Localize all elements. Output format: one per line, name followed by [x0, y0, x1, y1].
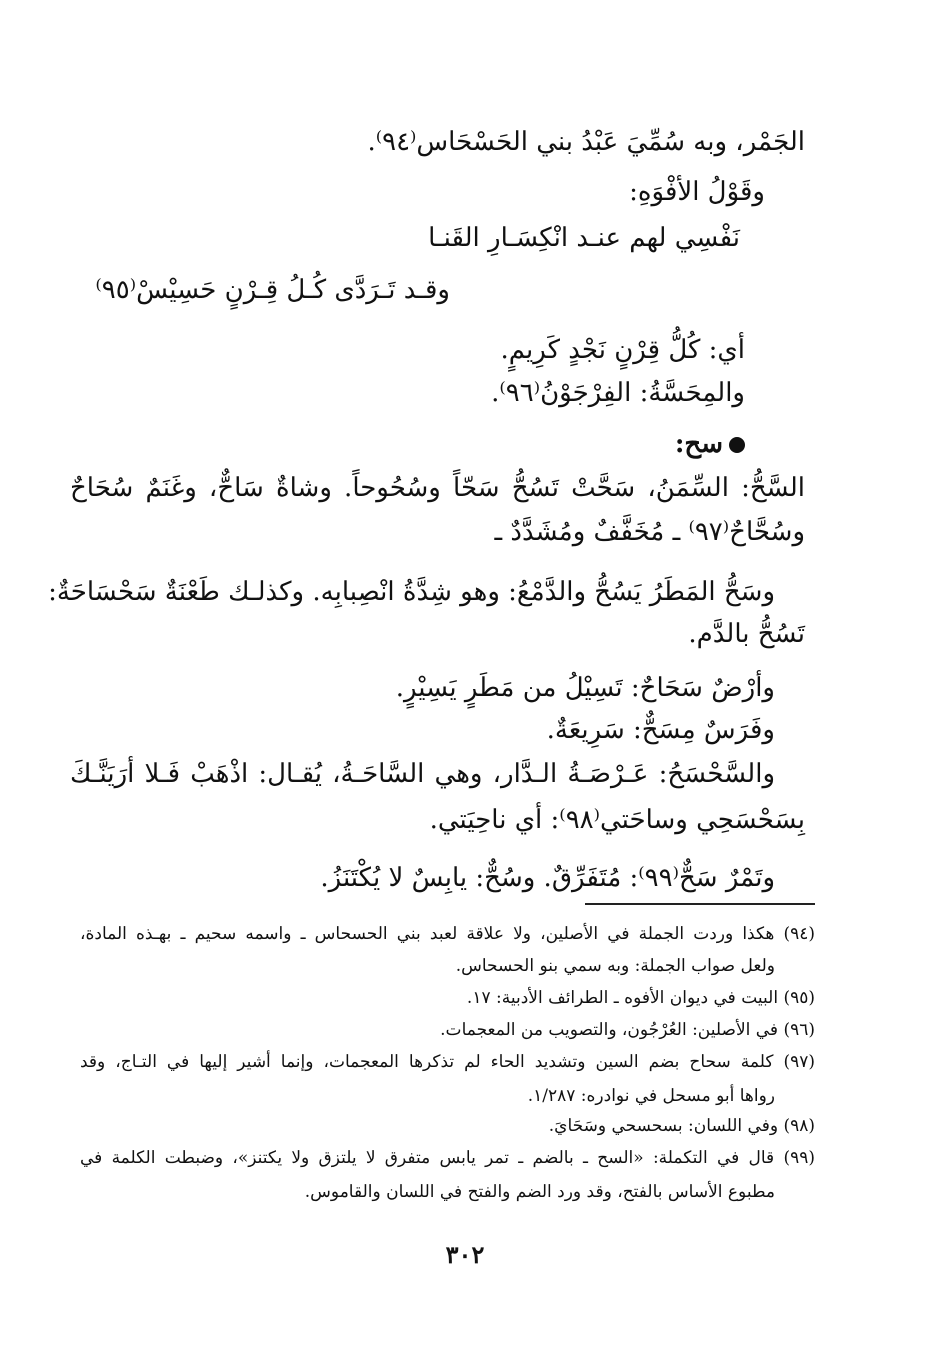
text-line: وتَمْرٌ سَحٌّ⁽٩٩⁾: مُتَفَرِّقٌ. وسُحٌّ: يابِسٌ لا يُكْتَنَزُ.	[320, 863, 775, 893]
footnote-99-continued: مطبوع الأساس بالفتح، وقد ورد الضم والفتح في اللسان والقاموس.	[304, 1182, 775, 1202]
footnote-97-continued: رواها أبو مسحل في نوادره: ١/٢٨٧.	[527, 1086, 775, 1106]
footnote-94: (٩٤) هكذا وردت الجملة في الأصلين، ولا علاقة لعبد بني الحسحاس ـ واسمه سحيم ـ بهـذه المادة،	[80, 924, 815, 944]
text-line: أي: كُلُّ قِرْنٍ نَجْدٍ كَرِيمٍ.	[500, 335, 745, 365]
text-line: وسَحُّ المَطَرُ يَسُحُّ والدَّمْعُ: وهو شِدَّةُ انْصِبابِه. وكذلـك طَعْنَةٌ سَحْسَاحَةٌ:	[48, 577, 775, 607]
verse-first-hemistich: نَفْسِي لهم عنـد انْكِسَـارِ القَنـا	[428, 223, 740, 253]
text-line: بِسَحْسَحِي وساحَتي⁽٩٨⁾: أي ناحِيَتي.	[429, 805, 805, 835]
text-line: وأرْضٌ سَحَاحٌ: تَسِيْلُ من مَطَرٍ يَسِيْرٍ.	[395, 673, 775, 703]
footnote-98: (٩٨) وفي اللسان: بسحسحي وسَحَايَ.	[548, 1116, 815, 1136]
text-line: والسَّحْسَحُ: عَـرْصَـةُ الـدَّار، وهي السَّاحَـةُ، يُقـال: اذْهَبْ فَـلا أرَيَنَّـكَ	[70, 759, 775, 789]
footnote-95: (٩٥) البيت في ديوان الأفوه ـ الطرائف الأدبية: ١٧.	[466, 988, 815, 1008]
text-line: وقَوْلُ الأفْوَهِ:	[629, 177, 765, 207]
footnote-94-continued: ولعل صواب الجملة: وبه سمي بنو الحسحاس.	[455, 956, 775, 976]
text-line: وفَرَسٌ مِسَحٌّ: سَرِيعَةٌ.	[546, 715, 775, 745]
entry-heading-label: سح:	[674, 429, 723, 459]
text-line: تَسُحُّ بالدَّم.	[688, 619, 805, 649]
bullet-icon	[729, 437, 745, 453]
text-line: وسُحَّاحٌ⁽٩٧⁾ ـ مُخَفَّفٌ ومُشَدَّدٌ ـ	[494, 517, 805, 547]
footnote-97: (٩٧) كلمة سحاح بضم السين وتشديد الحاء لم تذكرها المعجمات، وإنما أشير إليها في التـاج، وقد	[80, 1052, 815, 1072]
page-number: ٣٠٢	[445, 1240, 485, 1269]
footnote-99: (٩٩) قال في التكملة: «السح ـ بالضم ـ تمر يابس متفرق لا يلتزق ولا يكتنز»، وضبطت الكلمة في	[80, 1148, 815, 1168]
text-line: الجَمْر، وبه سُمِّيَ عَبْدُ بني الحَسْحَاس⁽٩٤⁾.	[367, 127, 805, 157]
text-line: السَّحُّ: السِّمَنُ، سَحَّتْ تَسُحُّ سَحّاً وسُحُوحاً. وشاةٌ سَاحٌّ، وغَنَمٌ سُحَاحٌ	[70, 473, 805, 503]
verse-second-hemistich: وقـد تَـرَدَّى كُـلُ قِـرْنٍ حَسِيْسْ⁽٩٥⁾	[95, 275, 450, 305]
footnote-96: (٩٦) في الأصلين: العُرْجُون، والتصويب من المعجمات.	[440, 1020, 815, 1040]
entry-heading	[55, 424, 745, 464]
footnote-separator	[585, 903, 815, 905]
text-line: والمِحَسَّةُ: الفِرْجَوْنُ⁽٩٦⁾.	[491, 378, 745, 408]
